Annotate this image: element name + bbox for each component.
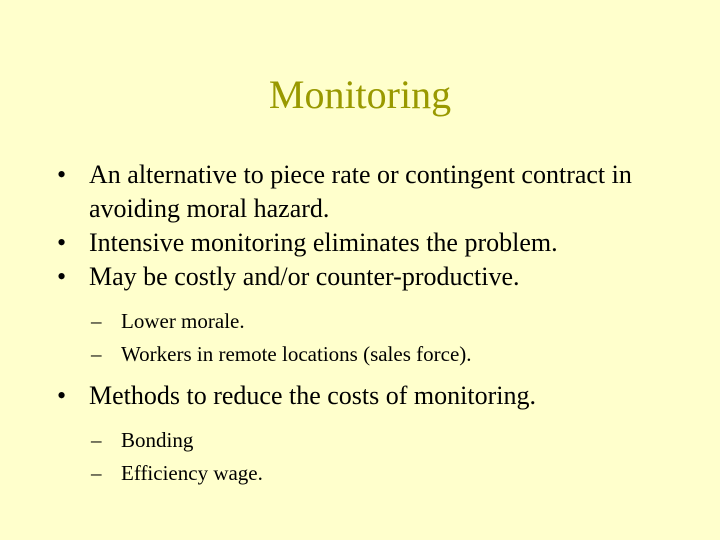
sub-bullet-text: Lower morale.	[121, 309, 245, 333]
bullet-text: May be costly and/or counter-productive.	[89, 262, 520, 291]
sub-bullet-text: Workers in remote locations (sales force).	[121, 342, 472, 366]
bullet-dot-icon: •	[57, 160, 67, 189]
bullet-dot-icon: •	[57, 228, 67, 257]
bullet-text: Methods to reduce the costs of monitoring.	[89, 381, 536, 410]
sub-bullet-list	[89, 424, 697, 490]
sub-bullet-text: Bonding	[121, 428, 194, 452]
bullet-dot-icon: •	[57, 381, 67, 410]
sub-bullet-text: Efficiency wage.	[121, 461, 263, 485]
bullet-item	[57, 260, 697, 371]
sub-bullet-item	[89, 457, 697, 490]
sub-bullet-list	[89, 305, 697, 371]
sub-bullet-item	[89, 338, 697, 371]
bullet-text: Intensive monitoring eliminates the problem.	[89, 228, 558, 257]
dash-icon: –	[91, 461, 102, 485]
sub-bullet-item	[89, 305, 697, 338]
dash-icon: –	[91, 428, 102, 452]
bullet-list	[57, 158, 697, 490]
bullet-dot-icon: •	[57, 262, 67, 291]
sub-bullet-item	[89, 424, 697, 457]
bullet-item	[57, 379, 697, 490]
bullet-item	[57, 226, 697, 260]
bullet-text: An alternative to piece rate or contingent contract in avoiding moral hazard.	[89, 160, 632, 223]
dash-icon: –	[91, 342, 102, 366]
slide-title: Monitoring	[268, 72, 452, 117]
dash-icon: –	[91, 309, 102, 333]
bullet-item	[57, 158, 697, 226]
